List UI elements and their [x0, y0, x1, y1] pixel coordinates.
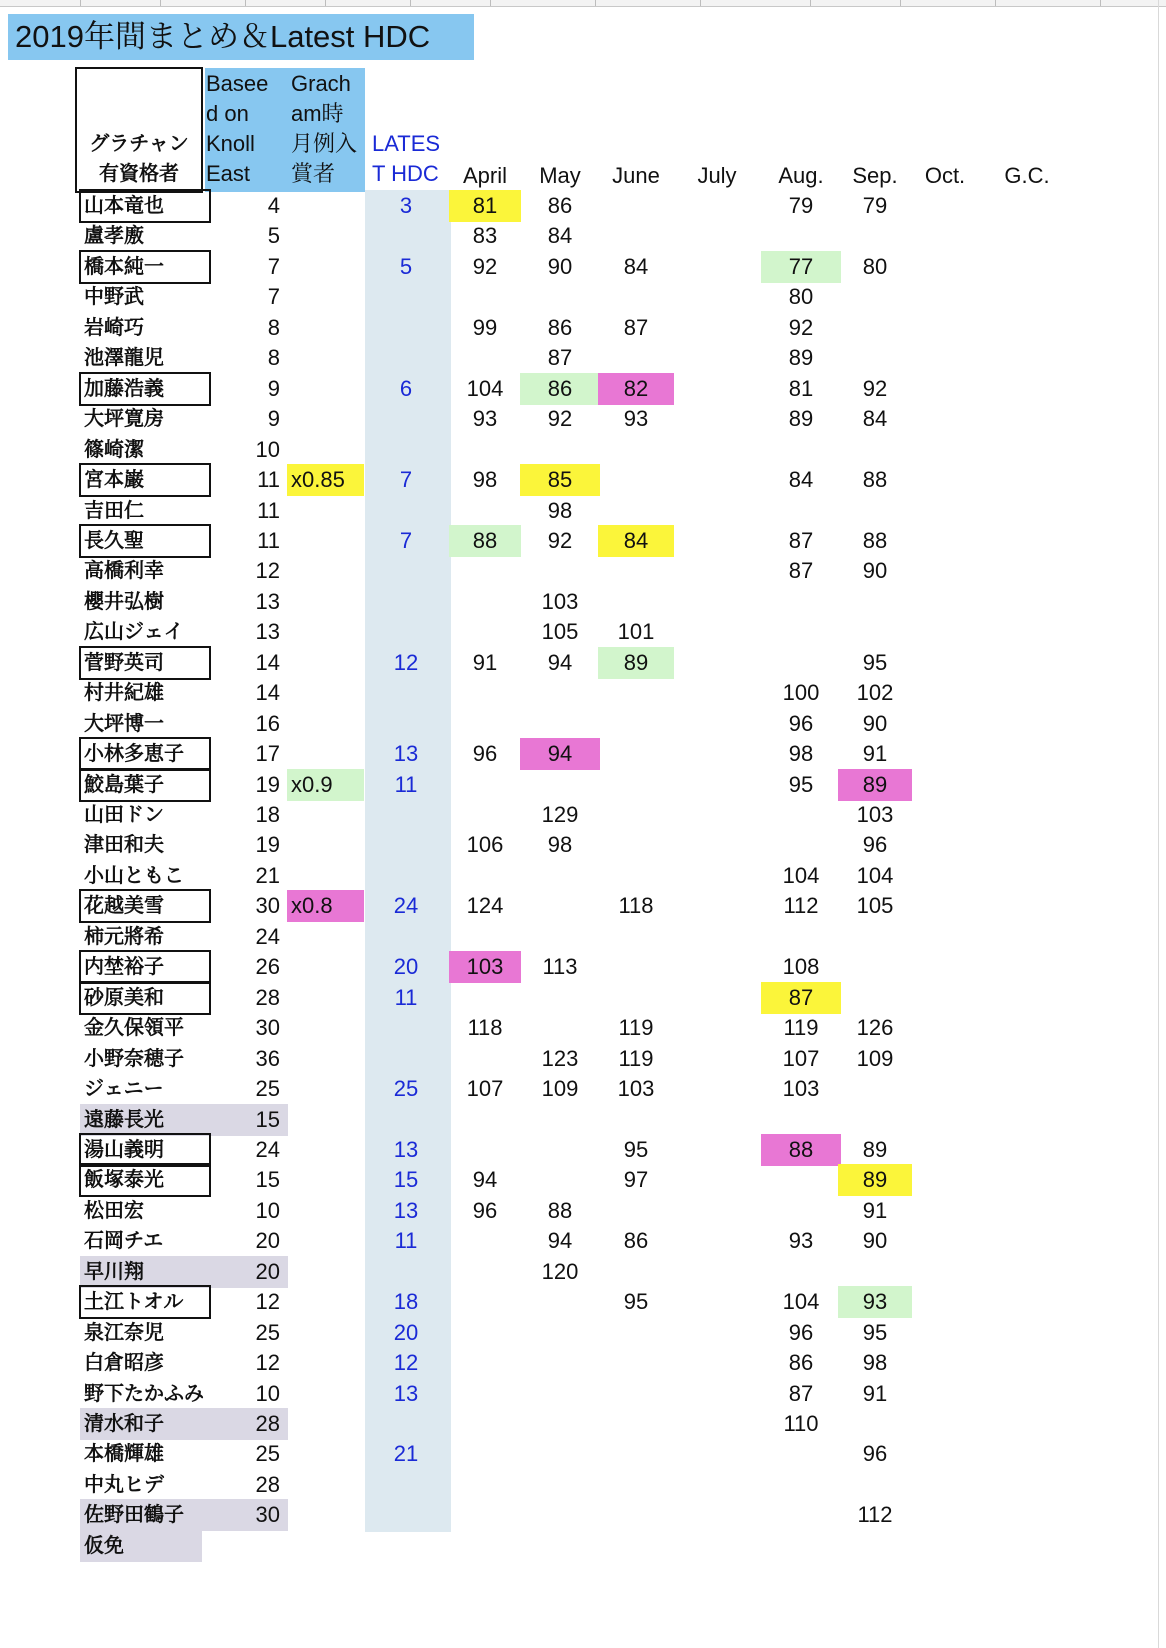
row-june-score: 95: [623, 1289, 649, 1315]
row-june-score: 119: [618, 1045, 654, 1071]
row-name: 鮫島葉子: [80, 769, 210, 801]
row-sep-score: 102: [856, 680, 894, 706]
row-aug-score: 93: [788, 1228, 814, 1254]
grach-header-line: 賞者: [291, 161, 336, 186]
row-base-handicap: 10: [255, 1197, 280, 1223]
row-sep-score: 89: [838, 1164, 912, 1196]
row-name: 清水和子: [80, 1408, 202, 1440]
row-name: 大坪寛房: [84, 408, 164, 431]
row-hdc-score: 25: [393, 1076, 419, 1102]
row-name: 土江トオル: [80, 1286, 210, 1318]
row-base-handicap: 9: [267, 406, 280, 432]
row-aug-score: 89: [788, 345, 814, 371]
row-aug-score: 104: [782, 1289, 820, 1315]
row-aug-score: 77: [761, 251, 841, 283]
row-may-score: 113: [542, 954, 578, 980]
row-name: 広山ジェイ: [84, 621, 184, 644]
row-base-handicap: 30: [255, 893, 280, 919]
based-header-line: Knoll: [206, 131, 255, 156]
row-name: 佐野田鶴子: [80, 1499, 202, 1531]
row-april-score: 96: [472, 741, 498, 767]
row-base-handicap: 26: [255, 954, 280, 980]
row-sep-score: 109: [856, 1045, 894, 1071]
month-header-sep: Sep.: [852, 163, 898, 188]
column-divider: [1100, 0, 1101, 6]
row-sep-score: 98: [862, 1350, 888, 1376]
row-hdc-score: 15: [393, 1167, 419, 1193]
row-may-score: 92: [547, 527, 573, 553]
row-aug-score: 107: [782, 1045, 820, 1071]
row-aug-score: 119: [783, 1015, 819, 1041]
row-name: 岩崎巧: [84, 316, 144, 339]
month-header-june: June: [612, 163, 660, 188]
row-june-score: 119: [618, 1015, 654, 1041]
row-base-handicap: 8: [267, 314, 280, 340]
row-may-score: 87: [547, 345, 573, 371]
row-sep-score: 105: [856, 893, 894, 919]
row-aug-score: 80: [788, 284, 814, 310]
row-base-handicap: 25: [255, 1319, 280, 1345]
row-april-score: 94: [472, 1167, 498, 1193]
row-sep-score: 89: [838, 769, 912, 801]
row-name: 砂原美和: [80, 982, 210, 1014]
latest-hdc-header-line: T HDC: [372, 161, 439, 186]
row-sep-score: 89: [862, 1136, 888, 1162]
row-june-score: 101: [617, 619, 655, 645]
row-april-score: 81: [449, 190, 521, 222]
column-divider: [900, 0, 901, 6]
row-may-score: 94: [547, 1228, 573, 1254]
row-april-score: 106: [466, 832, 504, 858]
row-base-handicap: 25: [255, 1441, 280, 1467]
row-june-score: 103: [617, 1076, 655, 1102]
column-header-strip: [0, 0, 1166, 7]
column-divider: [160, 0, 161, 6]
month-header-july: July: [697, 163, 737, 188]
row-name: 吉田仁: [84, 499, 144, 522]
row-name: 仮免: [80, 1530, 202, 1562]
grach-header-line: am時: [291, 101, 344, 126]
row-hdc-score: 12: [393, 1350, 419, 1376]
row-june-score: 97: [623, 1167, 649, 1193]
name-header-line: グラチャン: [89, 133, 189, 155]
row-hdc-score: 13: [393, 1136, 419, 1162]
row-aug-score: 89: [788, 406, 814, 432]
row-aug-score: 100: [782, 680, 820, 706]
column-divider: [810, 0, 811, 6]
row-name: 橋本純一: [80, 251, 210, 283]
month-header-oct: Oct.: [924, 163, 966, 188]
name-header-line: 有資格者: [99, 163, 179, 185]
row-may-score: 105: [541, 619, 579, 645]
grach-header-line: Grach: [291, 71, 351, 96]
row-base-handicap: 8: [267, 345, 280, 371]
row-may-score: 86: [520, 373, 600, 405]
row-aug-score: 81: [788, 375, 814, 401]
row-april-score: 92: [472, 253, 498, 279]
row-aug-score: 108: [782, 954, 820, 980]
row-may-score: 98: [547, 497, 573, 523]
row-aug-score: 96: [788, 710, 814, 736]
row-name: 白倉昭彦: [84, 1352, 164, 1375]
row-base-handicap: 14: [255, 649, 280, 675]
row-base-handicap: 10: [255, 1380, 280, 1406]
row-grach-score: x0.9: [287, 769, 364, 801]
column-divider: [325, 0, 326, 6]
row-aug-score: 79: [788, 193, 814, 218]
row-base-handicap: 25: [255, 1076, 280, 1102]
row-name: 盧孝廒: [84, 225, 144, 248]
row-aug-score: 98: [788, 741, 814, 767]
row-hdc-score: 24: [393, 893, 419, 919]
column-divider: [700, 0, 701, 6]
column-divider: [995, 0, 996, 6]
row-april-score: 83: [472, 223, 498, 249]
row-hdc-score: 7: [399, 467, 413, 493]
row-name: ジェニー: [84, 1078, 164, 1101]
row-june-score: 89: [598, 647, 674, 679]
row-june-score: 84: [598, 525, 674, 557]
row-base-handicap: 11: [257, 527, 280, 553]
row-may-score: 90: [547, 253, 573, 279]
row-sep-score: 91: [862, 1197, 888, 1223]
row-hdc-score: 20: [393, 954, 419, 980]
row-aug-score: 87: [788, 1380, 814, 1406]
row-may-score: 109: [541, 1076, 579, 1102]
row-may-score: 86: [547, 314, 573, 340]
row-hdc-score: 13: [393, 1380, 419, 1406]
row-june-score: 82: [598, 373, 674, 405]
row-name: 篠崎潔: [84, 438, 144, 461]
row-base-handicap: 12: [255, 558, 280, 584]
row-june-score: 86: [623, 1228, 649, 1254]
row-base-handicap: 13: [255, 619, 280, 645]
row-base-handicap: 4: [267, 193, 280, 218]
row-aug-score: 87: [788, 527, 814, 553]
row-hdc-score: 11: [394, 771, 418, 797]
row-may-score: 84: [547, 223, 573, 249]
row-sep-score: 95: [862, 649, 888, 675]
row-name: 加藤浩義: [80, 373, 210, 405]
row-sep-score: 90: [862, 710, 888, 736]
row-sep-score: 90: [862, 1228, 888, 1254]
latest-hdc-header-line: LATES: [372, 131, 441, 156]
row-name: 小野奈穂子: [84, 1047, 184, 1070]
row-hdc-score: 11: [394, 984, 418, 1010]
row-base-handicap: 11: [257, 497, 280, 523]
row-base-handicap: 12: [255, 1350, 280, 1376]
row-name: 松田宏: [84, 1199, 144, 1222]
row-sep-score: 96: [862, 832, 888, 858]
row-sep-score: 112: [857, 1502, 893, 1528]
row-june-score: 93: [623, 406, 649, 432]
row-base-handicap: 10: [255, 436, 280, 462]
row-april-score: 99: [472, 314, 498, 340]
row-april-score: 98: [472, 467, 498, 493]
row-base-handicap: 11: [257, 467, 280, 493]
row-aug-score: 112: [783, 893, 819, 919]
row-june-score: 95: [623, 1136, 649, 1162]
row-hdc-score: 3: [399, 193, 413, 218]
row-sep-score: 96: [862, 1441, 888, 1467]
row-aug-score: 104: [782, 862, 820, 888]
column-divider: [490, 0, 491, 6]
month-header-may: May: [539, 163, 581, 188]
row-name: 津田和夫: [84, 834, 164, 857]
row-april-score: 104: [466, 375, 504, 401]
row-aug-score: 86: [788, 1350, 814, 1376]
row-may-score: 98: [547, 832, 573, 858]
row-hdc-score: 13: [393, 1197, 419, 1223]
row-name: 大坪博一: [84, 712, 164, 735]
row-april-score: 93: [472, 406, 498, 432]
row-name: 高橋利幸: [84, 560, 164, 583]
row-base-handicap: 30: [255, 1502, 280, 1528]
row-hdc-score: 7: [399, 527, 413, 553]
row-aug-score: 84: [788, 467, 814, 493]
row-name: 菅野英司: [80, 647, 210, 679]
row-base-handicap: 15: [255, 1167, 280, 1193]
row-name: 櫻井弘樹: [84, 590, 164, 613]
row-base-handicap: 20: [255, 1228, 280, 1254]
row-name: 飯塚泰光: [80, 1164, 210, 1196]
row-base-handicap: 19: [255, 771, 280, 797]
row-base-handicap: 18: [255, 802, 280, 827]
row-hdc-score: 12: [393, 649, 419, 675]
row-may-score: 88: [547, 1197, 573, 1223]
row-hdc-score: 5: [399, 253, 413, 279]
row-name: 早川翔: [80, 1256, 202, 1288]
row-base-handicap: 9: [267, 375, 280, 401]
row-name: 長久聖: [80, 525, 210, 557]
month-header-aug: Aug.: [778, 163, 824, 188]
row-april-score: 88: [449, 525, 521, 557]
row-april-score: 118: [467, 1015, 503, 1041]
row-base-handicap: 14: [255, 680, 280, 706]
row-base-handicap: 17: [255, 741, 280, 767]
row-base-handicap: 5: [267, 223, 280, 249]
row-base-handicap: 20: [255, 1258, 280, 1284]
row-base-handicap: 28: [255, 1471, 280, 1497]
row-april-score: 103: [449, 951, 521, 983]
row-name: 中丸ヒデ: [84, 1473, 164, 1496]
row-april-score: 107: [466, 1076, 504, 1102]
row-name: 金久保領平: [84, 1017, 184, 1040]
row-sep-score: 93: [838, 1286, 912, 1318]
column-divider: [595, 0, 596, 6]
row-sep-score: 103: [856, 802, 894, 827]
row-may-score: 103: [541, 588, 579, 614]
row-aug-score: 103: [782, 1076, 820, 1102]
row-may-score: 86: [547, 193, 573, 218]
row-base-handicap: 7: [267, 284, 280, 310]
row-sep-score: 104: [856, 862, 894, 888]
row-name: 宮本巌: [80, 464, 210, 496]
row-aug-score: 87: [761, 982, 841, 1014]
row-sep-score: 95: [862, 1319, 888, 1345]
row-name: 石岡チエ: [84, 1230, 164, 1253]
row-may-score: 120: [541, 1258, 579, 1284]
row-name: 池澤龍児: [84, 347, 164, 370]
row-june-score: 118: [618, 893, 654, 919]
row-may-score: 85: [520, 464, 600, 496]
sheet-title: 2019年間まとめ＆Latest HDC: [8, 14, 474, 60]
row-base-handicap: 30: [255, 1015, 280, 1041]
row-name: 山本竜也: [80, 190, 210, 222]
row-name: 小山ともこ: [84, 864, 184, 887]
row-name: 山田ドン: [84, 804, 164, 826]
row-sep-score: 80: [862, 253, 888, 279]
row-sep-score: 91: [862, 741, 888, 767]
row-sep-score: 88: [862, 527, 888, 553]
row-name: 内埜裕子: [80, 951, 210, 983]
based-header-line: d on: [206, 101, 249, 126]
row-base-handicap: 21: [255, 862, 280, 888]
row-aug-score: 110: [783, 1411, 819, 1436]
row-sep-score: 92: [862, 375, 888, 401]
row-may-score: 123: [541, 1045, 579, 1071]
row-base-handicap: 36: [255, 1045, 280, 1071]
row-may-score: 92: [547, 406, 573, 432]
row-sep-score: 84: [862, 406, 888, 432]
row-sep-score: 88: [862, 467, 888, 493]
row-base-handicap: 13: [255, 588, 280, 614]
row-may-score: 129: [541, 802, 579, 827]
sheet-right-border: [1158, 0, 1159, 1648]
row-hdc-score: 6: [399, 375, 413, 401]
row-base-handicap: 16: [255, 710, 280, 736]
column-divider: [80, 0, 81, 6]
based-header-line: Basee: [206, 71, 269, 96]
row-grach-score: x0.8: [287, 890, 364, 922]
row-base-handicap: 24: [255, 1136, 280, 1162]
grach-header-line: 月例入: [291, 131, 358, 156]
row-hdc-score: 18: [393, 1289, 419, 1315]
row-sep-score: 91: [862, 1380, 888, 1406]
row-name: 野下たかふみ: [84, 1382, 204, 1405]
row-sep-score: 126: [856, 1015, 894, 1041]
row-name: 柿元將希: [84, 925, 164, 948]
row-hdc-score: 21: [393, 1441, 419, 1467]
row-may-score: 94: [547, 649, 573, 675]
row-hdc-score: 11: [394, 1228, 418, 1254]
row-name: 泉江奈児: [84, 1321, 164, 1344]
based-header-line: East: [206, 161, 251, 186]
month-header-april: April: [462, 163, 507, 188]
row-base-handicap: 12: [255, 1289, 280, 1315]
row-hdc-score: 20: [393, 1319, 419, 1345]
row-aug-score: 88: [761, 1134, 841, 1166]
row-name: 花越美雪: [80, 890, 210, 922]
row-base-handicap: 28: [255, 984, 280, 1010]
row-june-score: 84: [623, 253, 649, 279]
row-april-score: 124: [466, 893, 504, 919]
row-base-handicap: 7: [267, 253, 280, 279]
row-april-score: 96: [472, 1197, 498, 1223]
row-name: 村井紀雄: [84, 682, 164, 705]
row-name: 小林多恵子: [80, 738, 210, 770]
row-base-handicap: 15: [255, 1106, 280, 1132]
row-aug-score: 95: [788, 771, 814, 797]
row-aug-score: 92: [788, 314, 814, 340]
row-april-score: 91: [472, 649, 498, 675]
row-may-score: 94: [520, 738, 600, 770]
row-name: 中野武: [84, 286, 144, 309]
row-hdc-score: 13: [393, 741, 419, 767]
row-base-handicap: 24: [255, 923, 280, 949]
row-sep-score: 90: [862, 558, 888, 584]
row-name: 湯山義明: [80, 1134, 210, 1166]
row-grach-score: x0.85: [287, 464, 364, 496]
row-name: 遠藤長光: [80, 1104, 202, 1136]
row-base-handicap: 28: [255, 1411, 280, 1436]
row-aug-score: 96: [788, 1319, 814, 1345]
month-header-gc: G.C.: [1004, 163, 1050, 188]
column-divider: [245, 0, 246, 6]
row-name: 本橋輝雄: [84, 1443, 164, 1466]
row-sep-score: 79: [862, 193, 888, 218]
row-aug-score: 87: [788, 558, 814, 584]
row-june-score: 87: [623, 314, 649, 340]
column-divider: [410, 0, 411, 6]
row-base-handicap: 19: [255, 832, 280, 858]
